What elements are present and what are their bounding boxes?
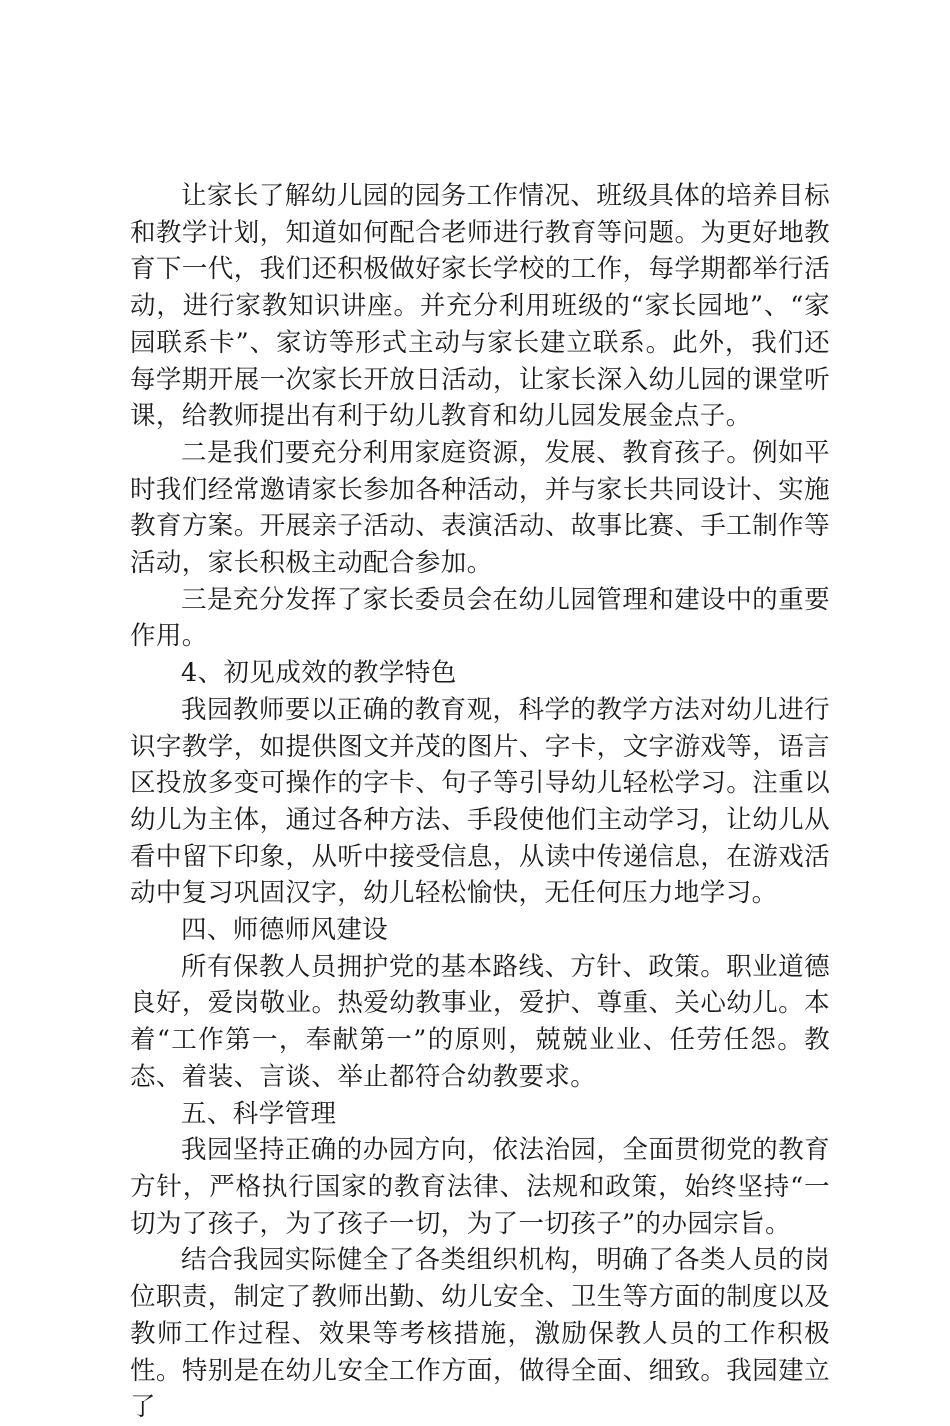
heading-teacher-ethics: 四、师德师风建设	[181, 915, 389, 946]
paragraph-parent-communication: 让家长了解幼儿园的园务工作情况、班级具体的培养目标和教学计划，知道如何配合老师进行教育等问题。为更好地教育下一代，我们还积极做好家长学校的工作，每学期都举行活动，进行家教知识讲座。并充分利用班级的“家长园地”、“家园联系卡”、家访等形式主动与家长建立联系。此外，我们还每学期开展一次家长开放日活动，让家长深入幼儿园的课堂听课，给教师提出有利于幼儿教育和幼儿园发展金点子。	[130, 181, 830, 432]
paragraph-literacy-teaching: 我园教师要以正确的教育观，科学的教学方法对幼儿进行识字教学，如提供图文并茂的图片、字卡，文字游戏等，语言区投放多变可操作的字卡、句子等引导幼儿轻松学习。注重以幼儿为主体，通过各种方法、手段使他们主动学习，让幼儿从看中留下印象，从听中接受信息，从读中传递信息，在游戏活动中复习巩固汉字，幼儿轻松愉快，无任何压力地学习。	[130, 694, 830, 909]
paragraph-family-resources: 二是我们要充分利用家庭资源，发展、教育孩子。例如平时我们经常邀请家长参加各种活动，并与家长共同设计、实施教育方案。开展亲子活动、表演活动、故事比赛、手工制作等活动，家长积极主动配合参加。	[130, 437, 830, 579]
document-body	[130, 178, 830, 1426]
paragraph-parent-committee: 三是充分发挥了家长委员会在幼儿园管理和建设中的重要作用。	[130, 584, 830, 652]
heading-scientific-management: 五、科学管理	[181, 1098, 337, 1129]
paragraph-management-direction: 我园坚持正确的办园方向，依法治园，全面贯彻党的教育方针，严格执行国家的教育法律、法规和政策，始终坚持“一切为了孩子，为了孩子一切，为了一切孩子”的办园宗旨。	[130, 1135, 830, 1239]
heading-teaching-features: 4、初见成效的教学特色	[181, 658, 457, 689]
paragraph-organization-system: 结合我园实际健全了各类组织机构，明确了各类人员的岗位职责，制定了教师出勤、幼儿安全、卫生等方面的制度以及教师工作过程、效果等考核措施，激励保教人员的工作积极性。特别是在幼儿安全工作方面，做得全面、细致。我园建立了	[130, 1245, 830, 1423]
paragraph-teacher-ethics: 所有保教人员拥护党的基本路线、方针、政策。职业道德良好，爱岗敬业。热爱幼教事业，爱护、尊重、关心幼儿。本着“工作第一，奉献第一”的原则，兢兢业业、任劳任怨。教态、着装、言谈、举止都符合幼教要求。	[130, 951, 830, 1092]
